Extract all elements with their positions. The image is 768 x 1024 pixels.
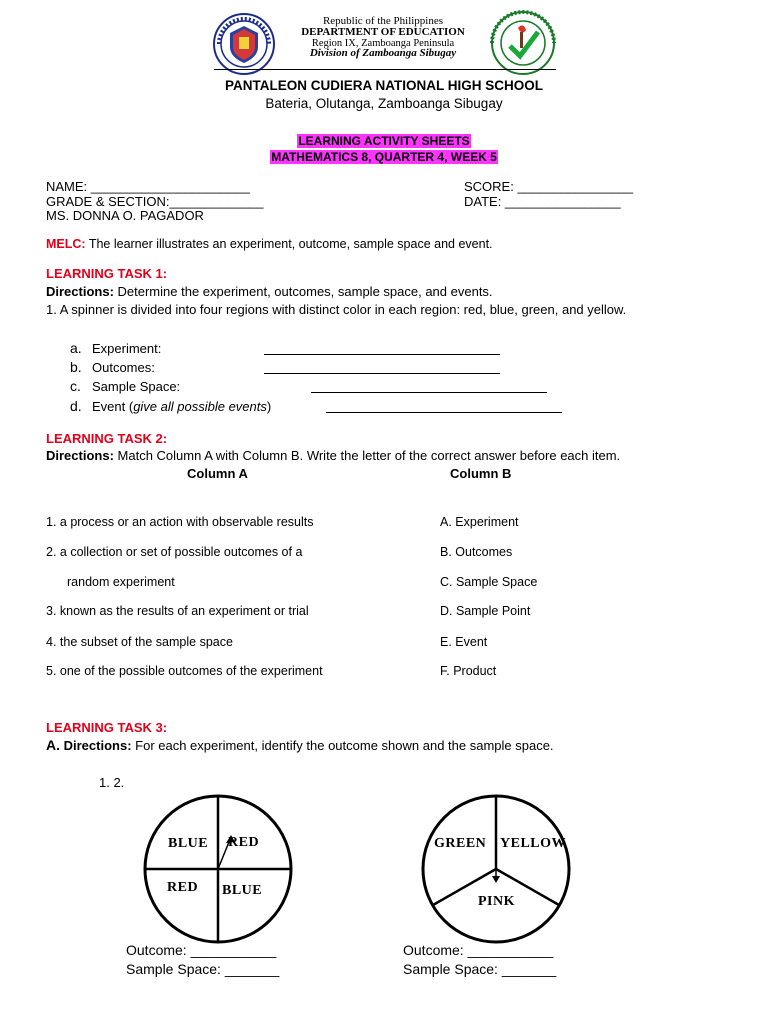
column-b-item: F. Product [440,664,497,678]
task1-item-text: Outcomes: [92,360,155,375]
republic-line: Republic of the Philippines [322,15,444,27]
column-a-item: 1. a process or an action with observable results [46,515,314,529]
column-b-heading: Column B [450,466,512,481]
task1-item-c [70,378,180,394]
task3-directions-label: Directions: [63,738,132,753]
melc-label: MELC: [46,237,86,251]
task1-problem: 1. A spinner is divided into four regions with distinct color in each region: red, blue, green, and yellow. [46,302,627,317]
task1-directions-label: Directions: [46,284,114,299]
experiment-answer-line[interactable] [264,343,500,355]
task2-directions-text: Match Column A with Column B. Write the letter of the correct answer before each item. [113,448,621,463]
task1-item-italic: give all possible events [133,399,267,414]
spinner-1-label-blue: BLUE [168,836,209,851]
grade-section-field[interactable]: GRADE & SECTION:_____________ [46,194,264,209]
school-address: Bateria, Olutanga, Zamboanga Sibugay [265,96,503,111]
task1-item-text: Experiment: [92,341,162,356]
column-b-item: E. Event [440,635,488,649]
teacher-name: MS. DONNA O. PAGADOR [46,208,204,223]
region-line: Region IX, Zamboanga Peninsula [311,38,455,49]
column-b-item: C. Sample Space [440,575,538,589]
task1-item-letter: c. [70,378,81,394]
task1-item-text: Event ( [92,399,134,414]
column-b-item: A. Experiment [440,515,519,529]
task2-directions-label: Directions: [46,448,114,463]
task3-directions [46,737,554,753]
task3-numbers: 1. 2. [99,775,125,790]
task1-directions-text: Determine the experiment, outcomes, sample space, and events. [113,284,493,299]
spinner-1-sample-space[interactable]: Sample Space: _______ [126,961,280,977]
score-field[interactable]: SCORE: ________________ [464,179,634,194]
task1-item-letter: b. [70,359,82,375]
title-line-2: MATHEMATICS 8, QUARTER 4, WEEK 5 [271,150,497,164]
deped-seal [213,13,275,75]
column-a-item: 2. a collection or set of possible outcomes of a [46,545,303,559]
column-a-item: 5. one of the possible outcomes of the experiment [46,664,323,678]
task1-item-text: Sample Space: [92,379,181,394]
spinner-1-label-red: RED [167,880,199,895]
task1-directions [46,284,493,299]
date-field[interactable]: DATE: ________________ [464,194,621,209]
event-answer-line[interactable] [326,401,562,413]
column-a-item: 3. known as the results of an experiment or trial [46,604,309,618]
spinner-1-label-blue: BLUE [222,883,263,898]
spinner-2-outcome[interactable]: Outcome: ___________ [403,942,554,958]
task3-heading: LEARNING TASK 3: [46,720,168,735]
task1-item-b [70,359,155,375]
outcomes-answer-line[interactable] [264,362,500,374]
task1-item-letter: a. [70,340,82,356]
division-seal [488,10,558,76]
task2-heading: LEARNING TASK 2: [46,431,168,446]
name-field[interactable]: NAME: ______________________ [46,179,250,194]
spinner-1-outcome[interactable]: Outcome: ___________ [126,942,277,958]
spinner-2-label-yellow: YELLOW [500,836,567,851]
task3-directions-text: For each experiment, identify the outcome shown and the sample space. [131,738,554,753]
spinner-2-sample-space[interactable]: Sample Space: _______ [403,961,557,977]
melc [46,237,493,251]
school-name: PANTALEON CUDIERA NATIONAL HIGH SCHOOL [225,78,543,93]
column-a-heading: Column A [187,466,248,481]
header-divider [214,69,556,70]
spinner-1-label-red: RED [228,835,260,850]
task1-item-a [70,340,161,356]
spinner-2-label-green: GREEN [434,836,487,851]
task2-directions [46,448,620,463]
melc-text: The learner illustrates an experiment, outcome, sample space and event. [85,237,493,251]
spinner-2-label-pink: PINK [478,894,515,909]
title-line-1: LEARNING ACTIVITY SHEETS [298,134,470,148]
division-line: Division of Zamboanga Sibugay [309,47,457,59]
sample-space-answer-line[interactable] [311,381,547,393]
column-b-item: B. Outcomes [440,545,513,559]
spinner-1 [140,790,300,948]
column-b-item: D. Sample Point [440,604,531,618]
spinner-2 [418,790,576,948]
task1-item-letter: d. [70,398,82,414]
column-a-item: random experiment [67,575,175,589]
task1-item-d [70,398,271,414]
column-a-item: 4. the subset of the sample space [46,635,233,649]
task1-item-after: ) [266,399,272,414]
department-line: DEPARTMENT OF EDUCATION [301,26,465,38]
task3-directions-prefix: A. [46,737,60,753]
task1-heading: LEARNING TASK 1: [46,266,168,281]
